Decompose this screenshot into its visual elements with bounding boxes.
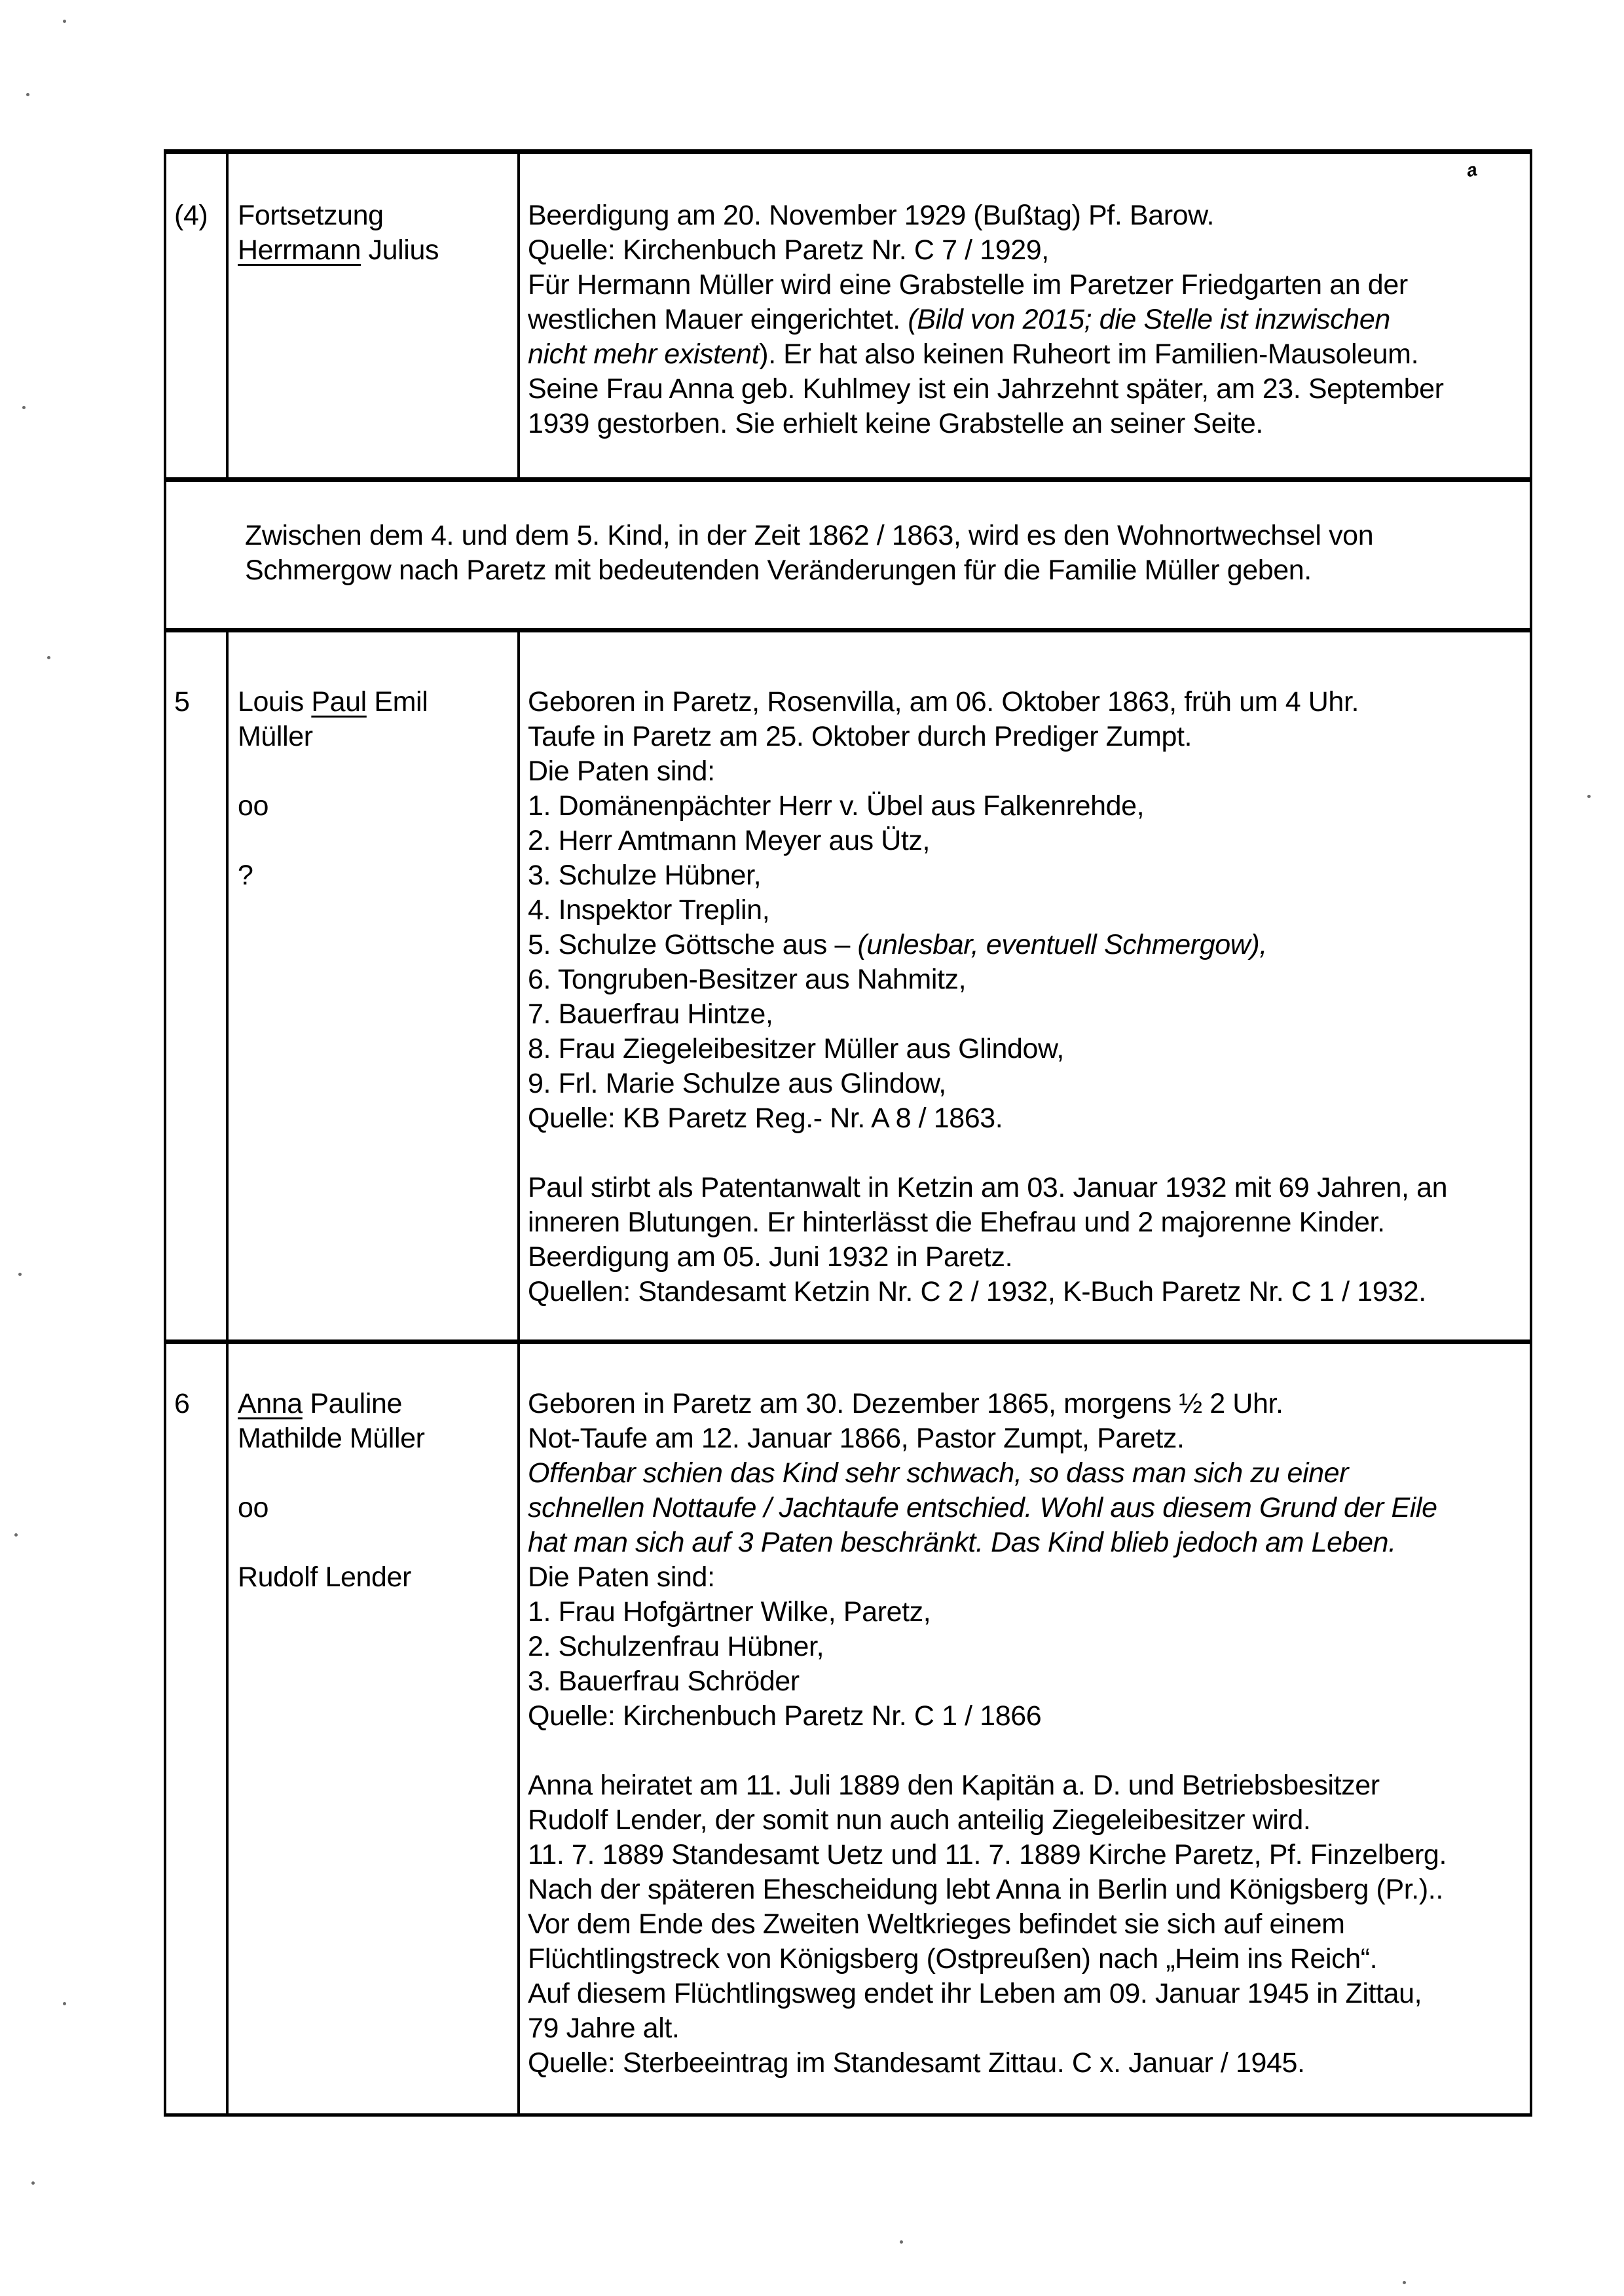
text-segment: Rudolf Lender bbox=[238, 1561, 411, 1593]
row-number: 6 bbox=[174, 1388, 190, 1419]
table-row-child-5 bbox=[166, 632, 1530, 1339]
text-segment: Paul bbox=[311, 686, 367, 718]
handwritten-mark: a bbox=[1465, 158, 1479, 181]
text-line bbox=[528, 1171, 1530, 1205]
text-segment: Flüchtlingstreck von Königsberg (Ostpreußen) nach „Heim ins Reich“. bbox=[528, 1943, 1378, 1975]
name-cell bbox=[229, 154, 520, 477]
text-segment: Pauline bbox=[302, 1388, 403, 1419]
scan-speck bbox=[18, 1273, 22, 1276]
text-line bbox=[528, 268, 1530, 302]
text-segment: 8. Frau Ziegeleibesitzer Müller aus Glindow, bbox=[528, 1033, 1064, 1065]
scan-speck bbox=[63, 20, 66, 23]
text-line bbox=[238, 789, 517, 824]
text-line bbox=[528, 928, 1530, 962]
text-line bbox=[528, 1595, 1530, 1630]
text-line bbox=[528, 1942, 1530, 1977]
text-segment: Louis bbox=[238, 686, 312, 718]
text-segment: (unlesbar, eventuell Schmergow), bbox=[857, 929, 1267, 960]
text-segment: 2. Schulzenfrau Hübner, bbox=[528, 1631, 824, 1662]
text-line bbox=[238, 1491, 517, 1525]
text-segment: Taufe in Paretz am 25. Oktober durch Prediger Zumpt. bbox=[528, 721, 1192, 752]
table-row-child-4-continuation bbox=[166, 154, 1530, 477]
text-segment: Not-Taufe am 12. Januar 1866, Pastor Zumpt, Paretz. bbox=[528, 1423, 1185, 1454]
table-row-child-6 bbox=[166, 1339, 1530, 2113]
text-segment: Müller bbox=[238, 721, 313, 752]
text-segment: 1. Frau Hofgärtner Wilke, Paretz, bbox=[528, 1596, 931, 1628]
text-segment: 4. Inspektor Treplin, bbox=[528, 894, 770, 926]
text-line bbox=[528, 1630, 1530, 1664]
text-line bbox=[528, 997, 1530, 1032]
text-segment: Emil bbox=[366, 686, 428, 718]
text-line bbox=[528, 1101, 1530, 1136]
text-segment: Quelle: Kirchenbuch Paretz Nr. C 1 / 1866 bbox=[528, 1700, 1042, 1732]
text-segment: Herrmann bbox=[238, 234, 361, 266]
text-line bbox=[245, 519, 1490, 553]
text-segment: 3. Schulze Hübner, bbox=[528, 860, 762, 891]
details-cell bbox=[520, 1344, 1530, 2113]
text-segment: Für Hermann Müller wird eine Grabstelle im Paretzer Friedgarten an der bbox=[528, 269, 1408, 301]
text-line bbox=[238, 685, 517, 720]
text-segment: 5. Schulze Göttsche aus – bbox=[528, 929, 858, 960]
text-segment: 9. Frl. Marie Schulze aus Glindow, bbox=[528, 1068, 946, 1099]
text-line bbox=[238, 198, 517, 233]
scan-speck bbox=[31, 2181, 35, 2185]
text-line bbox=[528, 1803, 1530, 1838]
text-segment: Offenbar schien das Kind sehr schwach, so dass man sich zu einer bbox=[528, 1457, 1349, 1489]
text-segment: Quelle: Sterbeeintrag im Standesamt Zittau. C x. Januar / 1945. bbox=[528, 2047, 1305, 2079]
row-number: 5 bbox=[174, 686, 190, 718]
text-segment: 2. Herr Amtmann Meyer aus Ütz, bbox=[528, 825, 931, 856]
text-line bbox=[528, 2046, 1530, 2081]
scan-speck bbox=[1403, 2281, 1406, 2284]
scan-speck bbox=[63, 2002, 66, 2005]
text-segment: Seine Frau Anna geb. Kuhlmey ist ein Jahrzehnt später, am 23. September bbox=[528, 373, 1444, 405]
name-cell bbox=[229, 1344, 520, 2113]
interlude-note-row bbox=[166, 477, 1530, 632]
text-segment: Julius bbox=[360, 234, 439, 266]
text-line bbox=[528, 1768, 1530, 1803]
text-segment: Geboren in Paretz am 30. Dezember 1865, morgens ½ 2 Uhr. bbox=[528, 1388, 1283, 1419]
text-line bbox=[528, 1872, 1530, 1907]
text-line bbox=[528, 1387, 1530, 1421]
text-segment: Schmergow nach Paretz mit bedeutenden Veränderungen für die Familie Müller geben. bbox=[245, 555, 1312, 586]
text-line bbox=[238, 754, 517, 789]
text-line bbox=[528, 754, 1530, 789]
text-segment: Anna heiratet am 11. Juli 1889 den Kapitän a. D. und Betriebsbesitzer bbox=[528, 1770, 1380, 1801]
text-line bbox=[528, 1734, 1530, 1768]
text-segment: Quellen: Standesamt Ketzin Nr. C 2 / 1932, K-Buch Paretz Nr. C 1 / 1932. bbox=[528, 1276, 1426, 1307]
text-line bbox=[528, 1275, 1530, 1309]
text-segment: Rudolf Lender, der somit nun auch anteilig Ziegeleibesitzer wird. bbox=[528, 1804, 1311, 1836]
text-line bbox=[528, 1456, 1530, 1491]
row-number-cell bbox=[166, 1344, 229, 2113]
text-line bbox=[528, 1240, 1530, 1275]
text-segment: schnellen Nottaufe / Jachtaufe entschied. Wohl aus diesem Grund der Eile bbox=[528, 1492, 1437, 1523]
text-line bbox=[238, 1421, 517, 1456]
text-line bbox=[238, 720, 517, 754]
text-line bbox=[238, 824, 517, 858]
text-segment: Zwischen dem 4. und dem 5. Kind, in der Zeit 1862 / 1863, wird es den Wohnortwechsel von bbox=[245, 520, 1374, 551]
text-segment: inneren Blutungen. Er hinterlässt die Ehefrau und 2 majorenne Kinder. bbox=[528, 1207, 1385, 1238]
text-segment: Quelle: Kirchenbuch Paretz Nr. C 7 / 1929, bbox=[528, 234, 1049, 266]
row-number-cell bbox=[166, 154, 229, 477]
text-line bbox=[528, 720, 1530, 754]
text-segment: Quelle: KB Paretz Reg.- Nr. A 8 / 1863. bbox=[528, 1102, 1003, 1134]
text-line bbox=[528, 407, 1530, 441]
text-segment: Auf diesem Flüchtlingsweg endet ihr Leben am 09. Januar 1945 in Zittau, bbox=[528, 1978, 1422, 2009]
text-line bbox=[238, 858, 517, 893]
text-line bbox=[528, 2011, 1530, 2046]
scan-speck bbox=[26, 93, 29, 96]
text-line bbox=[238, 1525, 517, 1560]
text-segment: 7. Bauerfrau Hintze, bbox=[528, 998, 773, 1030]
text-segment: Anna bbox=[238, 1388, 303, 1419]
details-cell bbox=[520, 632, 1530, 1339]
genealogy-table bbox=[164, 149, 1532, 2117]
text-segment: Nach der späteren Ehescheidung lebt Anna in Berlin und Königsberg (Pr.).. bbox=[528, 1874, 1443, 1905]
text-segment: ? bbox=[238, 860, 253, 891]
text-line bbox=[528, 302, 1530, 337]
text-segment: Beerdigung am 05. Juni 1932 in Paretz. bbox=[528, 1241, 1013, 1273]
text-line bbox=[528, 1032, 1530, 1066]
text-line bbox=[528, 1664, 1530, 1699]
text-segment: 3. Bauerfrau Schröder bbox=[528, 1666, 800, 1697]
text-line bbox=[528, 685, 1530, 720]
text-segment: (Bild von 2015; die Stelle ist inzwischen bbox=[908, 304, 1390, 335]
text-line bbox=[528, 824, 1530, 858]
text-line bbox=[238, 1387, 517, 1421]
text-segment: Geboren in Paretz, Rosenvilla, am 06. Oktober 1863, früh um 4 Uhr. bbox=[528, 686, 1359, 718]
text-segment: Mathilde Müller bbox=[238, 1423, 425, 1454]
text-line bbox=[528, 233, 1530, 268]
row-number: (4) bbox=[174, 200, 208, 231]
text-line bbox=[528, 858, 1530, 893]
text-line bbox=[528, 1066, 1530, 1101]
text-segment: Die Paten sind: bbox=[528, 756, 715, 787]
scan-speck bbox=[14, 1533, 18, 1537]
name-cell bbox=[229, 632, 520, 1339]
text-segment: Paul stirbt als Patentanwalt in Ketzin am 03. Januar 1932 mit 69 Jahren, an bbox=[528, 1172, 1448, 1203]
row-number-cell bbox=[166, 632, 229, 1339]
text-line bbox=[528, 337, 1530, 372]
text-line bbox=[528, 1907, 1530, 1942]
text-segment: 1. Domänenpächter Herr v. Übel aus Falkenrehde, bbox=[528, 790, 1145, 822]
text-line bbox=[528, 1491, 1530, 1525]
text-line bbox=[528, 1977, 1530, 2011]
text-line bbox=[238, 1456, 517, 1491]
text-line bbox=[528, 198, 1530, 233]
text-segment: Vor dem Ende des Zweiten Weltkrieges befindet sie sich auf einem bbox=[528, 1908, 1345, 1940]
text-line bbox=[238, 1560, 517, 1595]
text-line bbox=[528, 789, 1530, 824]
text-segment: Die Paten sind: bbox=[528, 1561, 715, 1593]
text-segment: hat man sich auf 3 Paten beschränkt. Das Kind blieb jedoch am Leben. bbox=[528, 1527, 1396, 1558]
scan-speck bbox=[900, 2240, 903, 2244]
text-line bbox=[528, 1838, 1530, 1872]
text-line bbox=[528, 1205, 1530, 1240]
text-segment: westlichen Mauer eingerichtet. bbox=[528, 304, 908, 335]
scan-speck bbox=[47, 656, 50, 659]
details-cell bbox=[520, 154, 1530, 477]
scan-speck bbox=[22, 406, 26, 409]
text-line bbox=[245, 553, 1490, 588]
scan-speck bbox=[1587, 795, 1591, 798]
text-segment: 1939 gestorben. Sie erhielt keine Grabstelle an seiner Seite. bbox=[528, 408, 1263, 439]
text-line bbox=[528, 1699, 1530, 1734]
text-line bbox=[528, 962, 1530, 997]
text-line bbox=[528, 893, 1530, 928]
text-segment: oo bbox=[238, 1492, 269, 1523]
text-line bbox=[528, 1560, 1530, 1595]
text-segment: Fortsetzung bbox=[238, 200, 384, 231]
text-segment: oo bbox=[238, 790, 269, 822]
text-line bbox=[238, 233, 517, 268]
text-line bbox=[528, 372, 1530, 407]
text-line bbox=[528, 1421, 1530, 1456]
text-segment: 79 Jahre alt. bbox=[528, 2013, 680, 2044]
text-segment: 6. Tongruben-Besitzer aus Nahmitz, bbox=[528, 964, 967, 995]
text-segment: 11. 7. 1889 Standesamt Uetz und 11. 7. 1889 Kirche Paretz, Pf. Finzelberg. bbox=[528, 1839, 1447, 1870]
text-segment: ). Er hat also keinen Ruheort im Familien-Mausoleum. bbox=[759, 338, 1419, 370]
text-line bbox=[528, 1525, 1530, 1560]
text-line bbox=[528, 1136, 1530, 1171]
text-segment: Beerdigung am 20. November 1929 (Bußtag) Pf. Barow. bbox=[528, 200, 1215, 231]
text-segment: nicht mehr existent bbox=[528, 338, 760, 370]
